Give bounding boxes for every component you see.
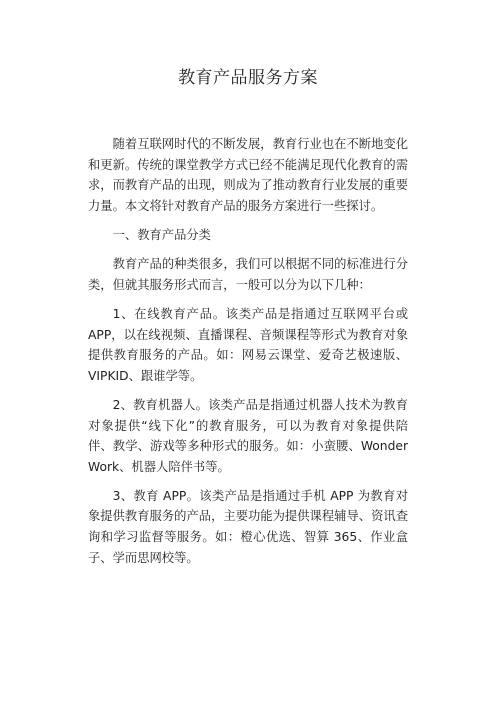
section-heading-classification: 一、教育产品分类: [112, 227, 211, 242]
classification-paragraph: 教育产品的种类很多，我们可以根据不同的标准进行分类，但就其服务形式而言，一般可以分为以下几种：: [88, 257, 408, 292]
list-item-education-app: 3、教育 APP。该类产品是指通过手机 APP 为教育对象提供教育服务的产品，主要功能为提供课程辅导、资讯查询和学习监督等服务。如：橙心优选、智算 365、作业盒子、学而思网校等。: [88, 488, 408, 565]
list-item-education-robot: 2、教育机器人。该类产品是指通过机器人技术为教育对象提供“线下化”的教育服务，可以为教育对象提供陪伴、教学、游戏等多种形式的服务。如：小蛮腰、Wonder Work、机器人陪伴书等。: [88, 397, 408, 474]
document-body: [88, 134, 408, 577]
document-title: 教育产品服务方案: [178, 68, 318, 88]
intro-paragraph: 随着互联网时代的不断发展，教育行业也在不断地变化和更新。传统的课堂教学方式已经不能满足现代化教育的需求，而教育产品的出现，则成为了推动教育行业发展的重要力量。本文将针对教育产品的服务方案进行一些探讨。: [88, 137, 408, 213]
list-item-online-education: 1、在线教育产品。该类产品是指通过互联网平台或 APP，以在线视频、直播课程、音频课程等形式为教育对象提供教育服务的产品。如：网易云课堂、爱奇艺极速版、VIPKID、跟谁学等。: [88, 306, 408, 383]
